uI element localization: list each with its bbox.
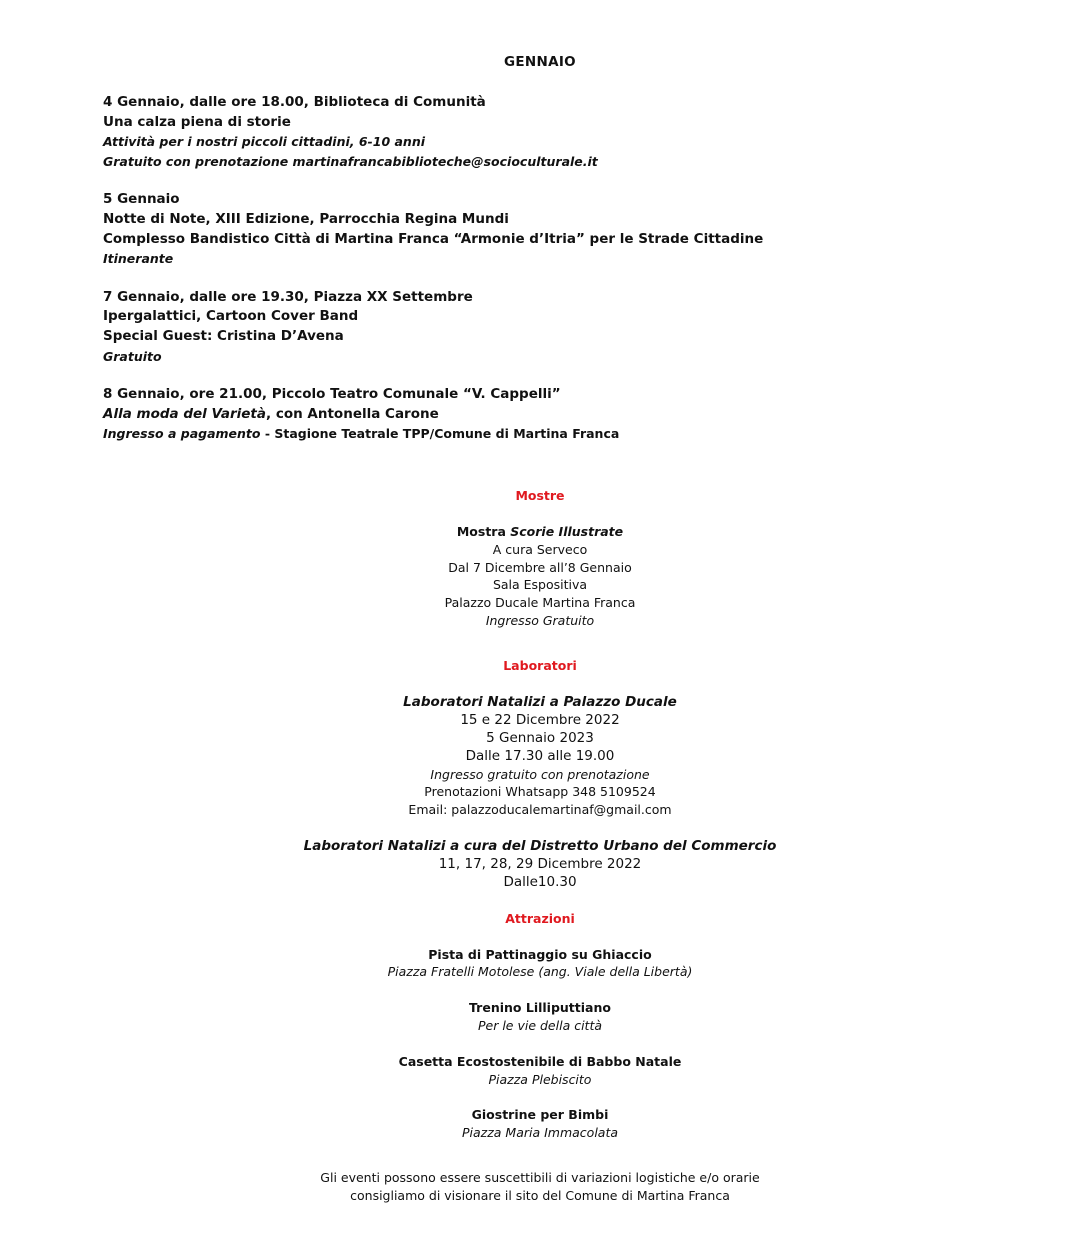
exhibition-dates: Dal 7 Dicembre all’8 Gennaio	[448, 559, 632, 575]
section-title-attrazioni: Attrazioni	[505, 910, 575, 926]
attraction-item	[0, 1106, 1080, 1142]
month-title: GENNAIO	[504, 54, 576, 70]
event-item	[103, 93, 1003, 171]
event-performer: Complesso Bandistico Città di Martina Franca “Armonie d’Itria” per le Strade Cittadine	[103, 230, 764, 247]
exhibition-entry: Ingresso Gratuito	[485, 612, 595, 628]
attraction-place: Piazza Maria Immacolata	[461, 1125, 619, 1141]
event-note: Gratuito	[103, 348, 162, 364]
event-title-rest: , con Antonella Carone	[266, 405, 439, 422]
workshop-item	[0, 837, 1080, 892]
workshop-dates-2: 5 Gennaio 2023	[486, 730, 594, 747]
event-description: Attività per i nostri piccoli cittadini, 6-10 anni	[103, 134, 426, 150]
footer-line-2: consigliamo di visionare il sito del Comune di Martina Franca	[350, 1187, 730, 1203]
event-title: Notte di Note, XIII Edizione, Parrocchia Regina Mundi	[103, 210, 509, 227]
event-ticket-italic: Ingresso a pagamento	[103, 426, 261, 442]
event-date-place: 4 Gennaio, dalle ore 18.00, Biblioteca di Comunità	[103, 94, 486, 110]
event-title: Una calza piena di storie	[103, 113, 291, 130]
event-date-place: 5 Gennaio	[103, 191, 180, 208]
event-date-place: 8 Gennaio, ore 21.00, Piccolo Teatro Comunale “V. Cappelli”	[103, 386, 561, 403]
mostre-section	[0, 487, 1080, 630]
workshop-item	[0, 693, 1080, 819]
event-ticket-rest: - Stagione Teatrale TPP/Comune di Martina Franca	[260, 426, 620, 442]
attraction-name: Giostrine per Bimbi	[471, 1107, 609, 1123]
attraction-item	[0, 1053, 1080, 1089]
section-title-laboratori: Laboratori	[503, 657, 577, 673]
event-booking: Gratuito con prenotazione martinafrancabiblioteche@socioculturale.it	[103, 153, 598, 169]
footer-line-1: Gli eventi possono essere suscettibili di variazioni logistiche e/o orarie	[320, 1169, 760, 1185]
section-title-mostre: Mostre	[515, 488, 565, 503]
sections	[0, 487, 1080, 1205]
workshop-dates: 11, 17, 28, 29 Dicembre 2022	[438, 856, 642, 873]
event-item	[103, 288, 1003, 366]
event-title-italic: Alla moda del Varietà	[103, 405, 266, 422]
workshop-dates: 15 e 22 Dicembre 2022	[460, 711, 620, 728]
exhibition-name-italic: Scorie Illustrate	[510, 524, 624, 539]
workshop-whatsapp: Prenotazioni Whatsapp 348 5109524	[424, 784, 656, 800]
attraction-name: Pista di Pattinaggio su Ghiaccio	[428, 946, 652, 962]
attraction-place: Per le vie della città	[477, 1017, 603, 1033]
events-list	[103, 93, 1003, 463]
attraction-place: Piazza Plebiscito	[488, 1071, 592, 1087]
workshop-name: Laboratori Natalizi a Palazzo Ducale	[403, 693, 677, 710]
attraction-name: Casetta Ecostostenibile di Babbo Natale	[398, 1053, 682, 1069]
exhibition-curator: A cura Serveco	[492, 541, 588, 557]
event-note: Itinerante	[103, 251, 174, 267]
event-title	[103, 405, 1003, 425]
workshop-name: Laboratori Natalizi a cura del Distretto Urbano del Commercio	[303, 837, 777, 854]
exhibition-venue: Palazzo Ducale Martina Franca	[444, 595, 636, 611]
exhibition-name: Mostra Scorie Illustrate	[456, 524, 624, 539]
event-ticket-info	[103, 424, 1003, 444]
workshop-hours: Dalle10.30	[503, 874, 577, 891]
exhibition-room: Sala Espositiva	[492, 577, 588, 593]
workshop-email: Email: palazzoducalemartinaf@gmail.com	[408, 802, 672, 818]
workshop-entry: Ingresso gratuito con prenotazione	[430, 766, 650, 782]
event-item	[103, 385, 1003, 444]
event-date-place: 7 Gennaio, dalle ore 19.30, Piazza XX Settembre	[103, 288, 473, 305]
event-guest: Special Guest: Cristina D’Avena	[103, 327, 344, 344]
attraction-name: Trenino Lilliputtiano	[469, 1000, 611, 1016]
event-title: Ipergalattici, Cartoon Cover Band	[103, 308, 359, 325]
attraction-item	[0, 999, 1080, 1035]
attrazioni-section	[0, 910, 1080, 1142]
event-item	[103, 190, 1003, 268]
attraction-place: Piazza Fratelli Motolese (ang. Viale della Libertà)	[387, 964, 693, 980]
attraction-item	[0, 946, 1080, 982]
footer-note	[0, 1169, 1080, 1205]
laboratori-section	[0, 657, 1080, 892]
workshop-hours: Dalle 17.30 alle 19.00	[465, 748, 615, 765]
